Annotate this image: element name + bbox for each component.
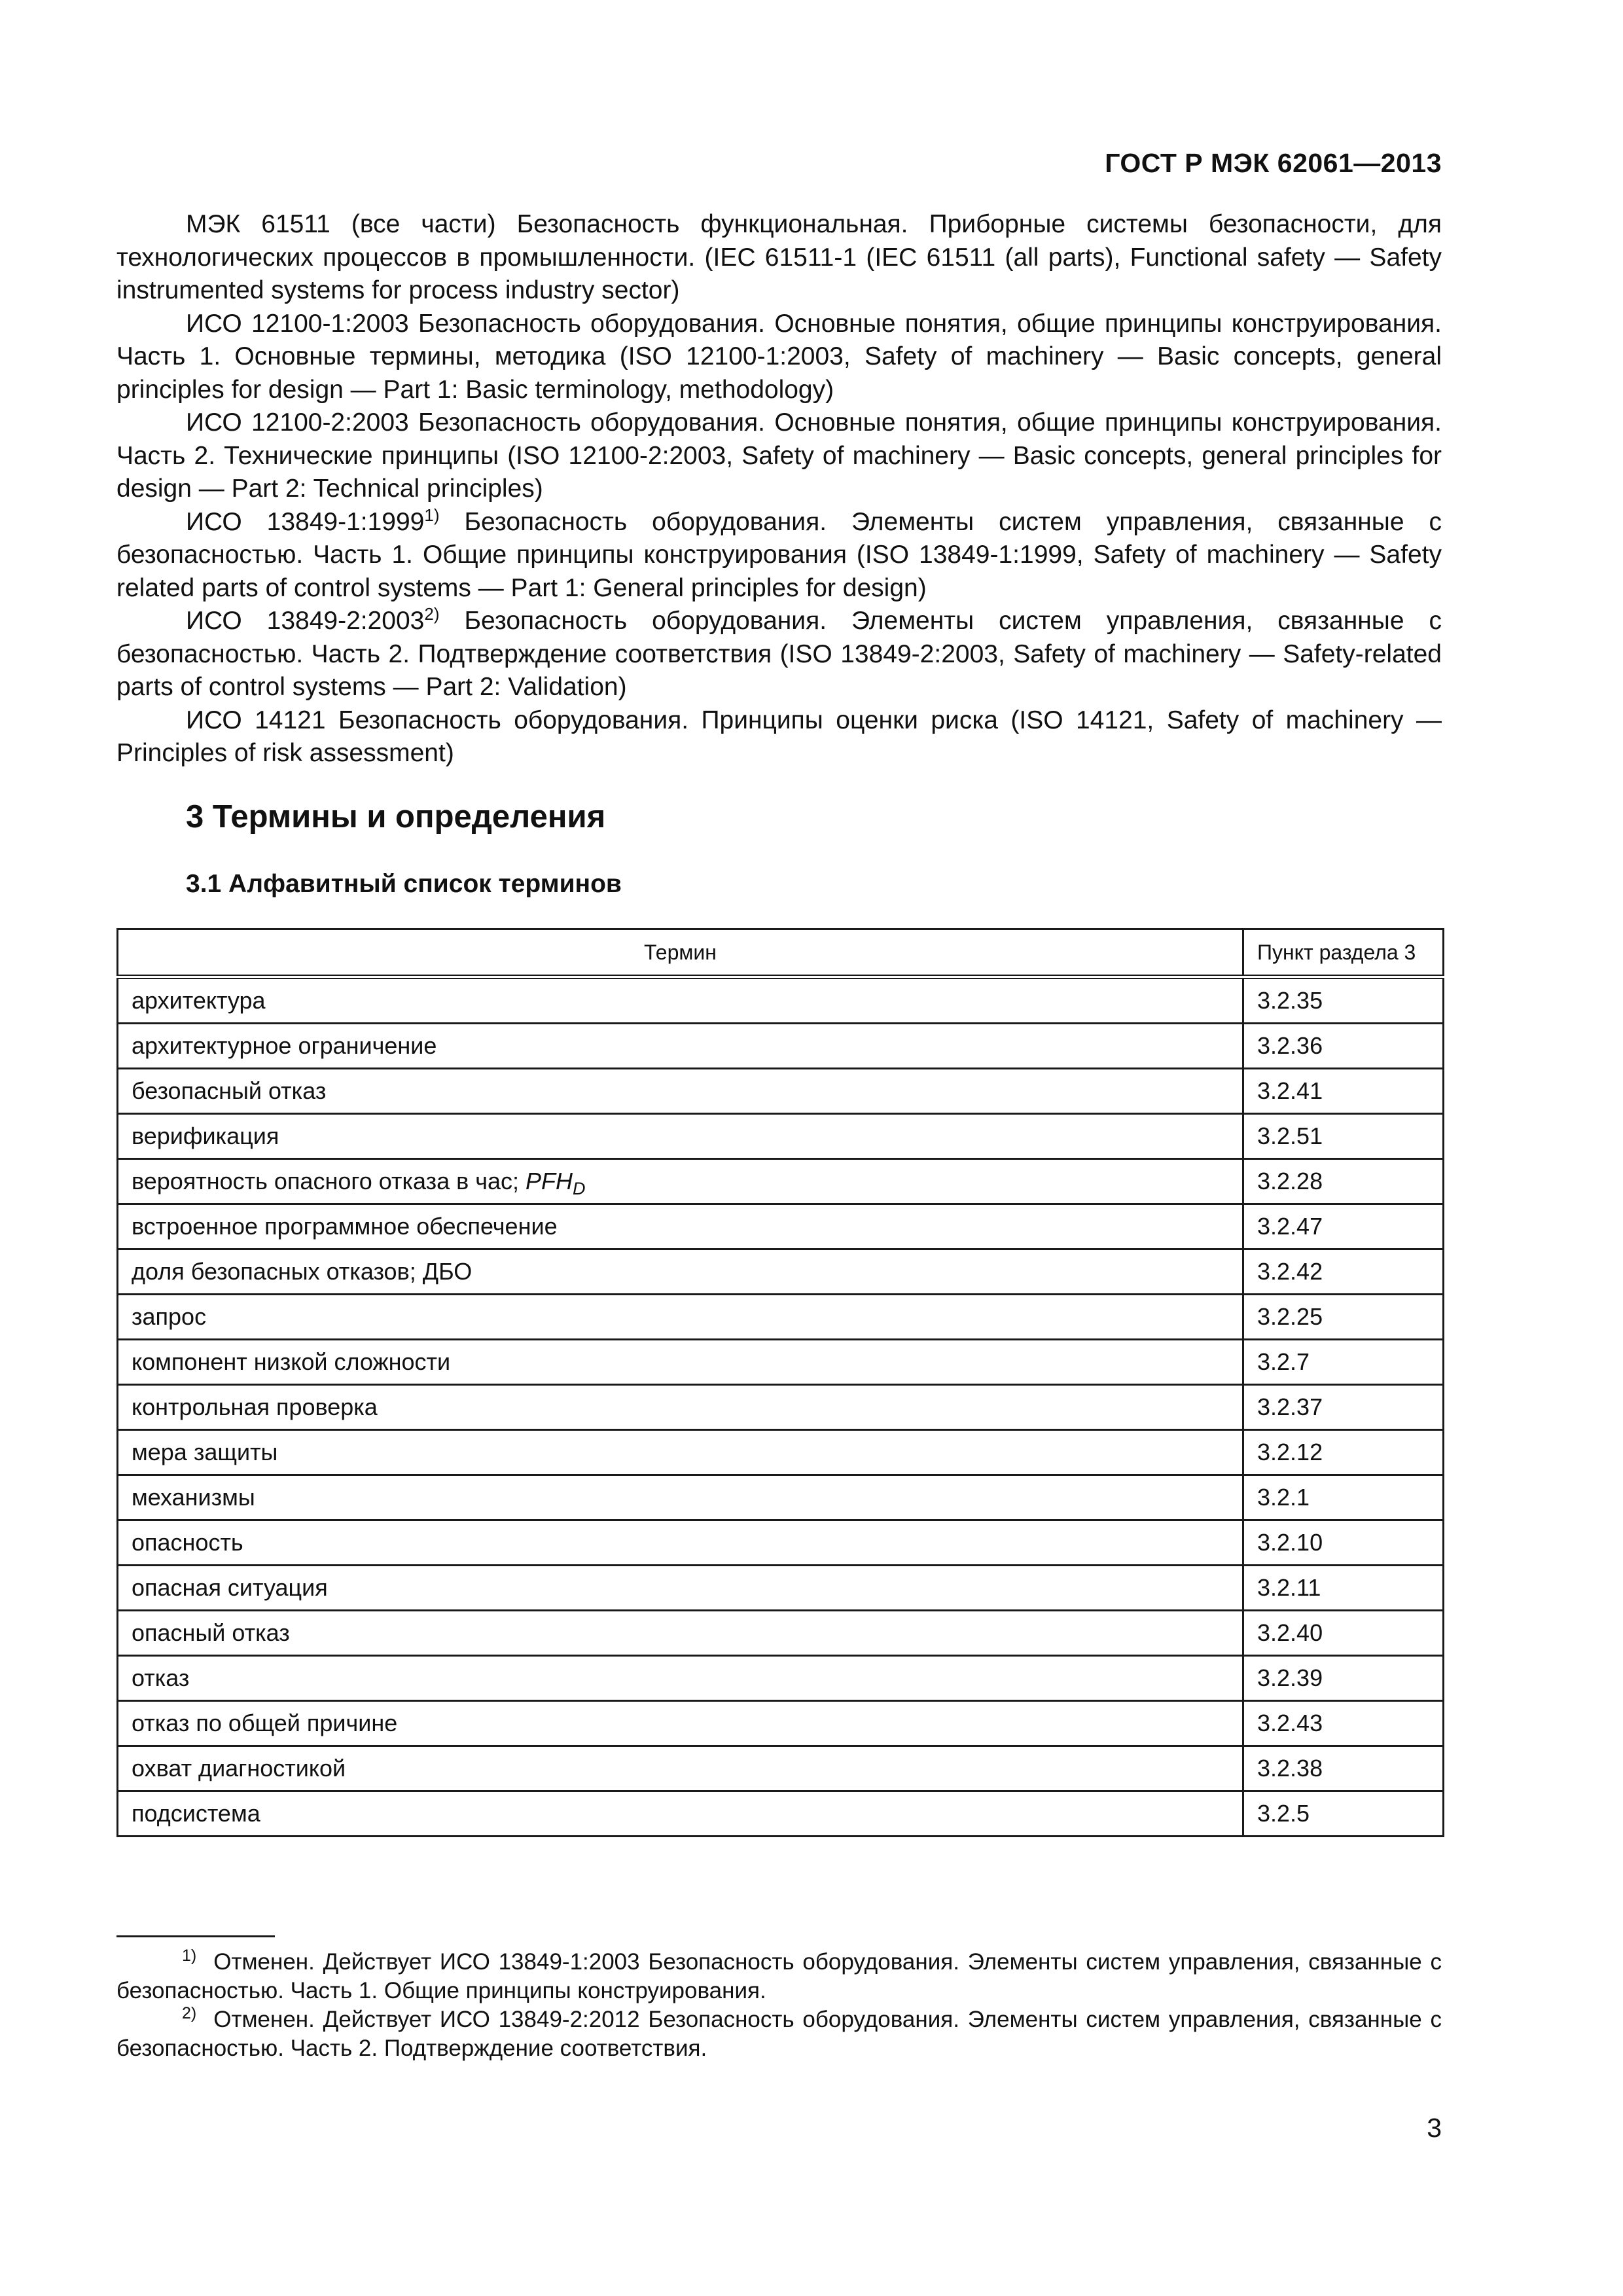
footnote-marker: 2)	[182, 2004, 197, 2023]
reference-item	[116, 406, 1442, 506]
term-cell: опасная ситуация	[118, 1566, 1243, 1611]
term-cell: мера защиты	[118, 1430, 1243, 1475]
term-cell: отказ по общей причине	[118, 1701, 1243, 1746]
reference-text: ИСО 13849-1:1999	[186, 507, 425, 536]
clause-ref-cell: 3.2.11	[1243, 1566, 1444, 1611]
table-row	[118, 1249, 1444, 1295]
reference-item	[116, 704, 1442, 770]
clause-ref-cell: 3.2.47	[1243, 1204, 1444, 1249]
reference-text: ИСО 13849-2:2003	[186, 607, 425, 635]
table-row	[118, 1385, 1444, 1430]
term-cell: безопасный отказ	[118, 1069, 1243, 1114]
column-header-ref: Пункт раздела 3	[1243, 929, 1444, 977]
footnote-item	[116, 2005, 1442, 2063]
footnote-separator	[116, 1935, 275, 1937]
table-row	[118, 1566, 1444, 1611]
reference-item	[116, 506, 1442, 605]
table-row	[118, 1701, 1444, 1746]
table-row	[118, 1159, 1444, 1204]
reference-item	[116, 208, 1442, 308]
term-cell: архитектура	[118, 977, 1243, 1024]
term-cell: опасность	[118, 1520, 1243, 1566]
table-row	[118, 1114, 1444, 1159]
normative-references-list	[116, 208, 1442, 770]
clause-ref-cell: 3.2.5	[1243, 1791, 1444, 1837]
reference-item	[116, 605, 1442, 704]
clause-ref-cell: 3.2.7	[1243, 1340, 1444, 1385]
table-row	[118, 1295, 1444, 1340]
term-cell: доля безопасных отказов; ДБО	[118, 1249, 1243, 1295]
table-row	[118, 1520, 1444, 1566]
standard-code-header: ГОСТ Р МЭК 62061—2013	[1105, 148, 1442, 178]
reference-text: ИСО 14121 Безопасность оборудования. Принципы оценки риска (ISO 14121, Safety of machinery — Principles of risk assessment)	[116, 706, 1442, 767]
term-cell: отказ	[118, 1656, 1243, 1701]
term-cell: компонент низкой сложности	[118, 1340, 1243, 1385]
clause-ref-cell: 3.2.25	[1243, 1295, 1444, 1340]
term-cell: опасный отказ	[118, 1611, 1243, 1656]
clause-ref-cell: 3.2.36	[1243, 1024, 1444, 1069]
clause-ref-cell: 3.2.51	[1243, 1114, 1444, 1159]
table-row	[118, 1611, 1444, 1656]
footnote-text: Отменен. Действует ИСО 13849-1:2003 Безопасность оборудования. Элементы систем управления, связанные с безопасностью. Часть 1. Общие принципы конструирования.	[116, 1949, 1442, 2003]
term-cell: контрольная проверка	[118, 1385, 1243, 1430]
term-cell: охват диагностикой	[118, 1746, 1243, 1791]
clause-ref-cell: 3.2.28	[1243, 1159, 1444, 1204]
clause-ref-cell: 3.2.35	[1243, 977, 1444, 1024]
reference-text: ИСО 12100-2:2003 Безопасность оборудования. Основные понятия, общие принципы конструирования. Часть 2. Технические принципы (ISO 12100-2:2003, Safety of machinery — Basic concepts, general principles for design — Part 2: Technical principles)	[116, 408, 1442, 503]
table-row	[118, 1069, 1444, 1114]
clause-ref-cell: 3.2.10	[1243, 1520, 1444, 1566]
term-symbol: PFH	[526, 1168, 573, 1194]
table-row	[118, 977, 1444, 1024]
footnote-ref-marker[interactable]: 2)	[424, 604, 440, 624]
clause-ref-cell: 3.2.37	[1243, 1385, 1444, 1430]
footnote-text: Отменен. Действует ИСО 13849-2:2012 Безопасность оборудования. Элементы систем управления, связанные с безопасностью. Часть 2. Подтверждение соответствия.	[116, 2007, 1442, 2061]
term-cell: верификация	[118, 1114, 1243, 1159]
term-cell: встроенное программное обеспечение	[118, 1204, 1243, 1249]
table-row	[118, 1340, 1444, 1385]
footnote-item	[116, 1948, 1442, 2005]
clause-ref-cell: 3.2.40	[1243, 1611, 1444, 1656]
terms-index-table	[116, 928, 1444, 1837]
table-row	[118, 1791, 1444, 1837]
clause-ref-cell: 3.2.42	[1243, 1249, 1444, 1295]
table-row	[118, 1430, 1444, 1475]
table-row	[118, 1204, 1444, 1249]
reference-text: ИСО 12100-1:2003 Безопасность оборудования. Основные понятия, общие принципы конструирования. Часть 1. Основные термины, методика (ISO 12100-1:2003, Safety of machinery — Basic concepts, general principles for design — Part 1: Basic terminology, methodology)	[116, 309, 1442, 404]
page-number: 3	[1427, 2113, 1442, 2143]
clause-ref-cell: 3.2.41	[1243, 1069, 1444, 1114]
table-row	[118, 1024, 1444, 1069]
table-row	[118, 1475, 1444, 1520]
footnote-marker: 1)	[182, 1946, 197, 1965]
table-row	[118, 1746, 1444, 1791]
section-heading: 3 Термины и определения	[186, 799, 606, 834]
term-cell	[118, 1159, 1243, 1204]
table-header-row	[118, 929, 1444, 977]
reference-text: МЭК 61511 (все части) Безопасность функциональная. Приборные системы безопасности, для технологических процессов в промышленности. (IEC 61511-1 (IEC 61511 (all parts), Functional safety — Safety instrumented systems for process industry sector)	[116, 210, 1442, 304]
clause-ref-cell: 3.2.38	[1243, 1746, 1444, 1791]
reference-item	[116, 308, 1442, 407]
term-symbol-subscript: D	[573, 1179, 586, 1199]
column-header-term: Термин	[118, 929, 1243, 977]
subsection-heading: 3.1 Алфавитный список терминов	[186, 870, 622, 898]
reference-text: Безопасность оборудования. Элементы систем управления, связанные с безопасностью. Часть 2. Подтверждение соответствия (ISO 13849-2:2003, Safety of machinery — Safety-related parts of control systems — Part 2: Validation)	[116, 607, 1442, 701]
table-row	[118, 1656, 1444, 1701]
reference-text: Безопасность оборудования. Элементы систем управления, связанные с безопасностью. Часть 1. Общие принципы конструирования (ISO 13849-1:1999, Safety of machinery — Safety related parts of control systems — Part 1: General principles for design)	[116, 507, 1442, 602]
footnotes	[116, 1948, 1442, 2063]
clause-ref-cell: 3.2.1	[1243, 1475, 1444, 1520]
clause-ref-cell: 3.2.39	[1243, 1656, 1444, 1701]
footnote-ref-marker[interactable]: 1)	[424, 505, 440, 525]
term-cell: механизмы	[118, 1475, 1243, 1520]
clause-ref-cell: 3.2.12	[1243, 1430, 1444, 1475]
term-cell: запрос	[118, 1295, 1243, 1340]
term-cell: подсистема	[118, 1791, 1243, 1837]
term-text: вероятность опасного отказа в час;	[132, 1168, 520, 1194]
clause-ref-cell: 3.2.43	[1243, 1701, 1444, 1746]
term-cell: архитектурное ограничение	[118, 1024, 1243, 1069]
